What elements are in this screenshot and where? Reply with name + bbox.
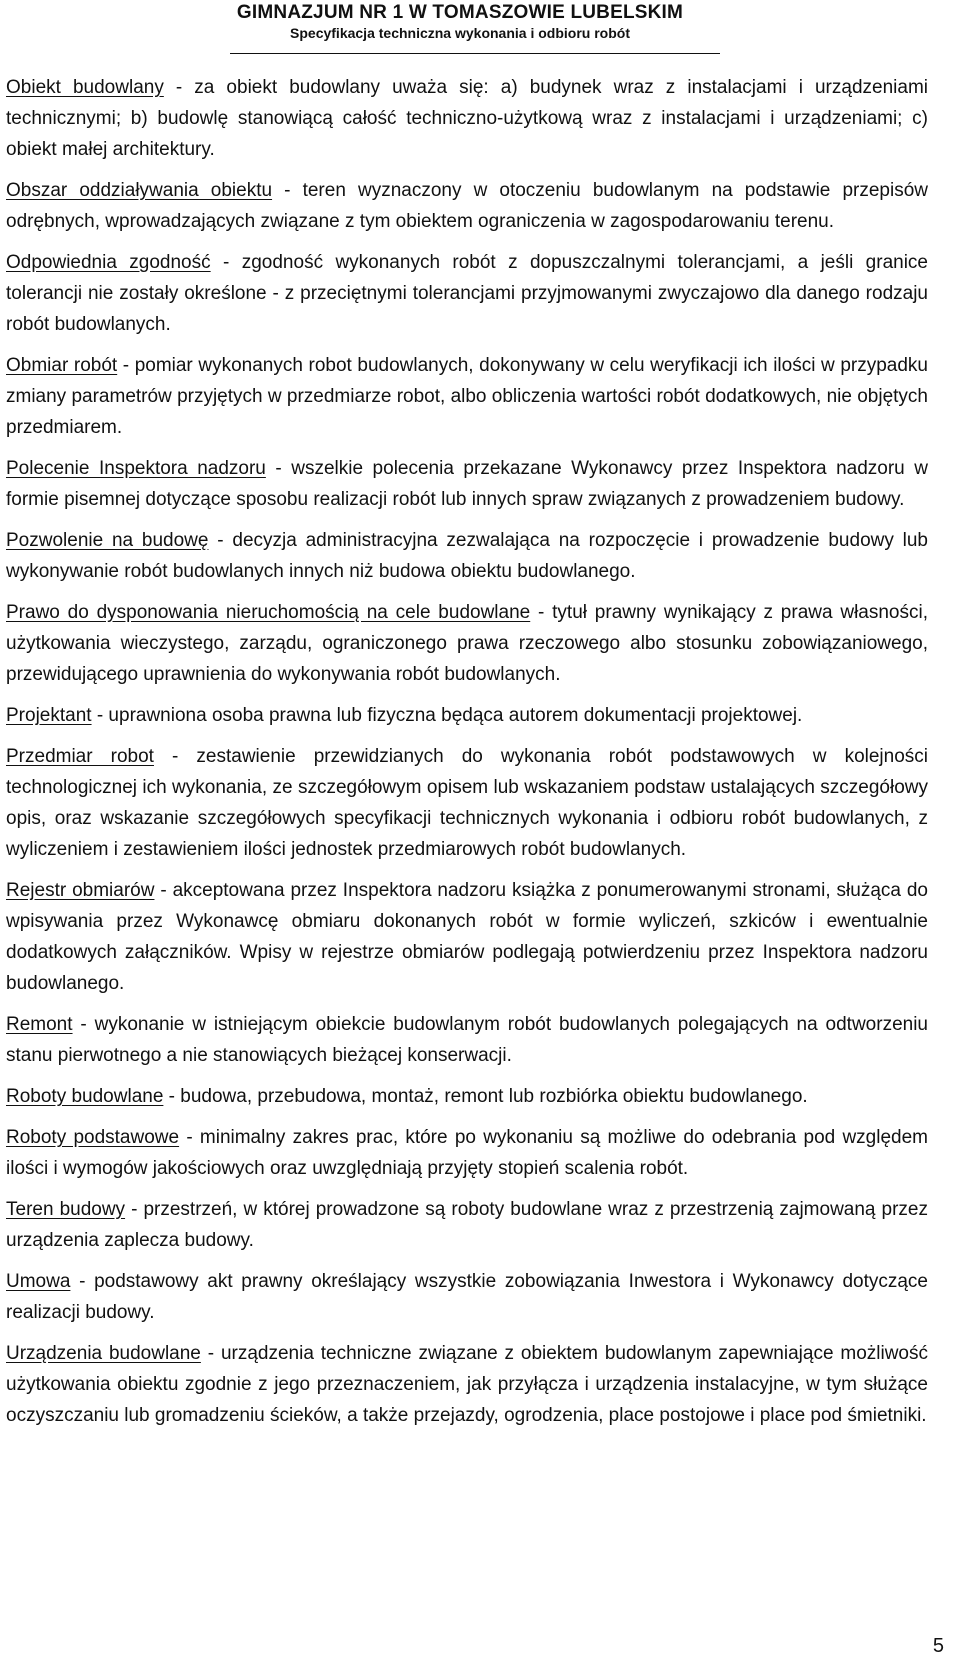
definition-entry bbox=[6, 1122, 928, 1184]
definition-term: Projektant bbox=[6, 705, 92, 726]
definitions-list bbox=[6, 72, 928, 1441]
definition-entry bbox=[6, 700, 928, 731]
definition-term: Roboty podstawowe bbox=[6, 1127, 180, 1148]
definition-text: - budowa, przebudowa, montaż, remont lub rozbiórka obiektu budowlanego. bbox=[163, 1086, 808, 1107]
definition-text: - uprawniona osoba prawna lub fizyczna będąca autorem dokumentacji projektowej. bbox=[91, 705, 803, 726]
definition-term: Rejestr obmiarów bbox=[6, 880, 155, 901]
definition-entry bbox=[6, 1009, 928, 1071]
definition-entry bbox=[6, 1338, 928, 1431]
definition-term: Prawo do dysponowania nieruchomością na cele budowlane bbox=[6, 602, 531, 623]
definition-term: Roboty budowlane bbox=[6, 1086, 164, 1107]
document-subtitle: Specyfikacja techniczna wykonania i odbioru robót bbox=[290, 25, 630, 41]
definition-text: - przestrzeń, w której prowadzone są roboty budowlane wraz z przestrzenią zajmowaną przez urządzenia zaplecza budowy. bbox=[6, 1199, 928, 1251]
definition-entry bbox=[6, 350, 928, 443]
definition-text: - wykonanie w istniejącym obiekcie budowlanym robót budowlanych polegających na odtworzeniu stanu pierwotnego a nie stanowiących bieżącej konserwacji. bbox=[6, 1014, 928, 1066]
definition-text: - zestawienie przewidzianych do wykonania robót podstawowych w kolejności technologicznej ich wykonania, ze szczegółowym opisem lub wskazaniem podstaw ustalających szczegółowy opis, oraz wskazanie szczegółowych specyfikacji technicznych wykonania i odbioru robót budowlanych, z wyliczeniem i zestawieniem ilości jednostek przedmiarowych robót budowlanych. bbox=[6, 746, 928, 860]
definition-text: - pomiar wykonanych robot budowlanych, dokonywany w celu weryfikacji ich ilości w przypadku zmiany parametrów przyjętych w przedmiarze robot, albo obliczenia wartości robót dodatkowych, nie objętych przedmiarem. bbox=[6, 355, 928, 438]
definition-term: Pozwolenie na budowę bbox=[6, 530, 209, 551]
page-number: 5 bbox=[932, 1635, 944, 1657]
definition-text: - minimalny zakres prac, które po wykonaniu są możliwe do odebrania pod względem ilości i wymogów jakościowych oraz uwzględniają przyjęty stopień scalenia robót. bbox=[6, 1127, 929, 1179]
definition-term: Teren budowy bbox=[6, 1199, 126, 1220]
definition-text: - urządzenia techniczne związane z obiektem budowlanym zapewniające możliwość użytkowania obiektu zgodnie z jego przeznaczeniem, jak przyłącza i urządzenia instalacyjne, w tym służące oczyszczaniu lub gromadzeniu ścieków, a także przejazdy, ogrodzenia, place postojowe i place pod śmietniki. bbox=[6, 1343, 929, 1426]
definition-entry bbox=[6, 1081, 928, 1112]
definition-entry bbox=[6, 1194, 928, 1256]
definition-text: - wszelkie polecenia przekazane Wykonawcy przez Inspektora nadzoru w formie pisemnej dotyczące sposobu realizacji robót lub innych spraw związanych z prowadzeniem budowy. bbox=[6, 458, 928, 510]
definition-entry bbox=[6, 875, 928, 999]
definition-entry bbox=[6, 741, 928, 865]
definition-term: Umowa bbox=[6, 1271, 71, 1292]
definition-term: Odpowiednia zgodność bbox=[6, 252, 211, 273]
definition-entry bbox=[6, 525, 928, 587]
definition-entry bbox=[6, 597, 928, 690]
definition-term: Obiekt budowlany bbox=[6, 77, 164, 98]
definition-text: - akceptowana przez Inspektora nadzoru książka z ponumerowanymi stronami, służąca do wpisywania przez Wykonawcę obmiaru dokonanych robót w formie wyliczeń, szkiców i ewentualnie dodatkowych załączników. Wpisy w rejestrze obmiarów podlegają potwierdzeniu przez Inspektora nadzoru budowlanego. bbox=[6, 880, 928, 994]
definition-text: - podstawowy akt prawny określający wszystkie zobowiązania Inwestora i Wykonawcy dotyczące realizacji budowy. bbox=[6, 1271, 928, 1323]
definition-entry bbox=[6, 1266, 928, 1328]
definition-text: - teren wyznaczony w otoczeniu budowlanym na podstawie przepisów odrębnych, wprowadzających związane z tym obiektem ograniczenia w zagospodarowaniu terenu. bbox=[6, 180, 928, 232]
definition-term: Remont bbox=[6, 1014, 73, 1035]
definition-entry bbox=[6, 247, 928, 340]
definition-term: Obmiar robót bbox=[6, 355, 118, 376]
definition-text: - decyzja administracyjna zezwalająca na rozpoczęcie i prowadzenie budowy lub wykonywanie robót budowlanych innych niż budowa obiektu budowlanego. bbox=[6, 530, 929, 582]
definition-term: Urządzenia budowlane bbox=[6, 1343, 201, 1364]
header-rule bbox=[230, 53, 720, 54]
school-name: GIMNAZJUM NR 1 W TOMASZOWIE LUBELSKIM bbox=[236, 2, 684, 23]
page-header bbox=[200, 2, 720, 42]
definition-term: Obszar oddziaływania obiektu bbox=[6, 180, 273, 201]
definition-term: Polecenie Inspektora nadzoru bbox=[6, 458, 266, 479]
definition-entry bbox=[6, 175, 928, 237]
definition-entry bbox=[6, 72, 928, 165]
definition-text: - tytuł prawny wynikający z prawa własności, użytkowania wieczystego, zarządu, ograniczonego prawa rzeczowego albo stosunku zobowiązaniowego, przewidującego uprawnienia do wykonywania robót budowlanych. bbox=[6, 602, 928, 685]
definition-text: - za obiekt budowlany uważa się: a) budynek wraz z instalacjami i urządzeniami technicznymi; b) budowlę stanowiącą całość techniczno-użytkową wraz z instalacjami i urządzeniami; c) obiekt małej architektury. bbox=[6, 77, 928, 160]
definition-term: Przedmiar robot bbox=[6, 746, 154, 767]
definition-text: - zgodność wykonanych robót z dopuszczalnymi tolerancjami, a jeśli granice tolerancji nie zostały określone - z przeciętnymi tolerancjami przyjmowanymi zwyczajowo dla danego rodzaju robót budowlanych. bbox=[6, 252, 928, 335]
definition-entry bbox=[6, 453, 928, 515]
